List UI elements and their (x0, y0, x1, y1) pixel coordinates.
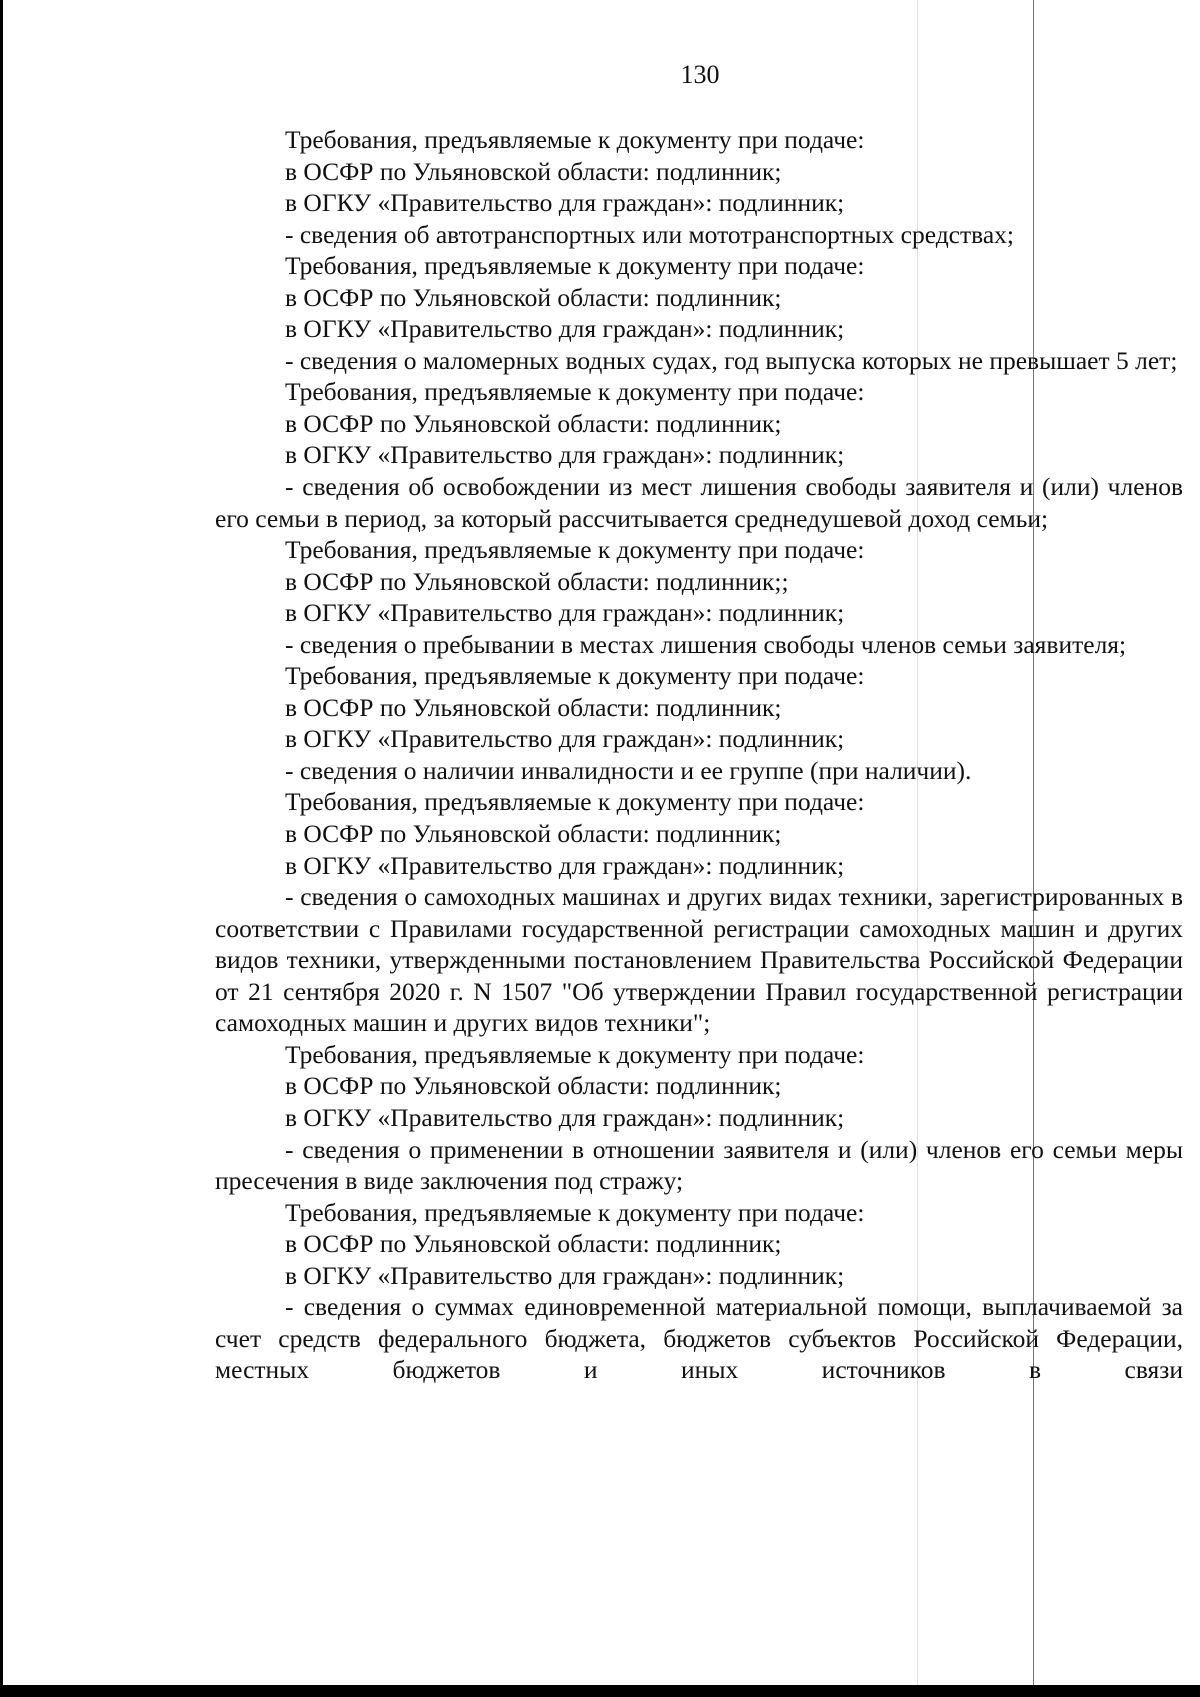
paragraph: - сведения о наличии инвалидности и ее группе (при наличии). (285, 755, 972, 785)
paragraph: в ОСФР по Ульяновской области: подлинник; (285, 819, 782, 849)
paragraph: в ОГКУ «Правительство для граждан»: подлинник; (285, 188, 845, 218)
paragraph: в ОСФР по Ульяновской области: подлинник; (285, 156, 782, 186)
paragraph: в ОГКУ «Правительство для граждан»: подлинник; (285, 598, 845, 628)
paragraph: - сведения о пребывании в местах лишения свободы членов семьи заявителя; (285, 629, 1127, 659)
paragraph: в ОСФР по Ульяновской области: подлинник; (285, 1229, 782, 1259)
paragraph: в ОСФР по Ульяновской области: подлинник; (285, 282, 782, 312)
paragraph: - сведения о применении в отношении заявителя и (или) членов его семьи меры пресечения в виде заключения под стражу; (215, 1134, 1183, 1196)
paragraph: Требования, предъявляемые к документу при подаче: (285, 787, 865, 817)
paragraph: в ОГКУ «Правительство для граждан»: подлинник; (285, 1102, 845, 1132)
paragraph: в ОСФР по Ульяновской области: подлинник; (285, 692, 782, 722)
paragraph: Требования, предъявляемые к документу при подаче: (285, 125, 865, 154)
paragraph: Требования, предъявляемые к документу при подаче: (285, 1039, 865, 1069)
paragraph: Требования, предъявляемые к документу при подаче: (285, 535, 865, 565)
paragraph: - сведения об автотранспортных или мототранспортных средствах; (285, 219, 1014, 249)
paragraph: Требования, предъявляемые к документу при подаче: (285, 1197, 865, 1227)
paragraph: - сведения о суммах единовременной материальной помощи, выплачиваемой за счет средств федерального бюджета, бюджетов субъектов Российской Федерации, местных бюджетов и иных источников в связи (215, 1292, 1183, 1385)
paragraph: в ОГКУ «Правительство для граждан»: подлинник; (285, 850, 845, 880)
paragraph: в ОГКУ «Правительство для граждан»: подлинник; (285, 314, 845, 344)
paragraph: - сведения об освобождении из мест лишения свободы заявителя и (или) членов его семьи в период, за который рассчитывается среднедушевой доход семьи; (215, 472, 1183, 533)
scan-bottom-edge (0, 1685, 1200, 1697)
page-number: 130 (680, 60, 720, 89)
paragraph: - сведения о маломерных водных судах, год выпуска которых не превышает 5 лет; (285, 345, 1178, 375)
paragraph: в ОГКУ «Правительство для граждан»: подлинник; (285, 724, 845, 754)
paragraph: в ОГКУ «Правительство для граждан»: подлинник; (285, 440, 845, 470)
paragraph: в ОСФР по Ульяновской области: подлинник;; (285, 566, 789, 596)
paragraph: Требования, предъявляемые к документу при подаче: (285, 251, 865, 281)
scan-left-edge (0, 0, 3, 1685)
document-body (215, 124, 1183, 1386)
paragraph: - сведения о самоходных машинах и других видах техники, зарегистрированных в соответствии с Правилами государственной регистрации самоходных машин и других видов техники, утвержденными постановлением Правительства Российской Федерации от 21 сентября 2020 г. N 1507 "Об утверждении Правил государственной регистрации самоходных машин и других видов техники"; (215, 882, 1183, 1038)
paragraph: Требования, предъявляемые к документу при подаче: (285, 661, 865, 691)
paragraph: в ОГКУ «Правительство для граждан»: подлинник; (285, 1260, 845, 1290)
paragraph: в ОСФР по Ульяновской области: подлинник; (285, 1071, 782, 1101)
paragraph: в ОСФР по Ульяновской области: подлинник; (285, 408, 782, 438)
paragraph: Требования, предъявляемые к документу при подаче: (285, 377, 865, 407)
